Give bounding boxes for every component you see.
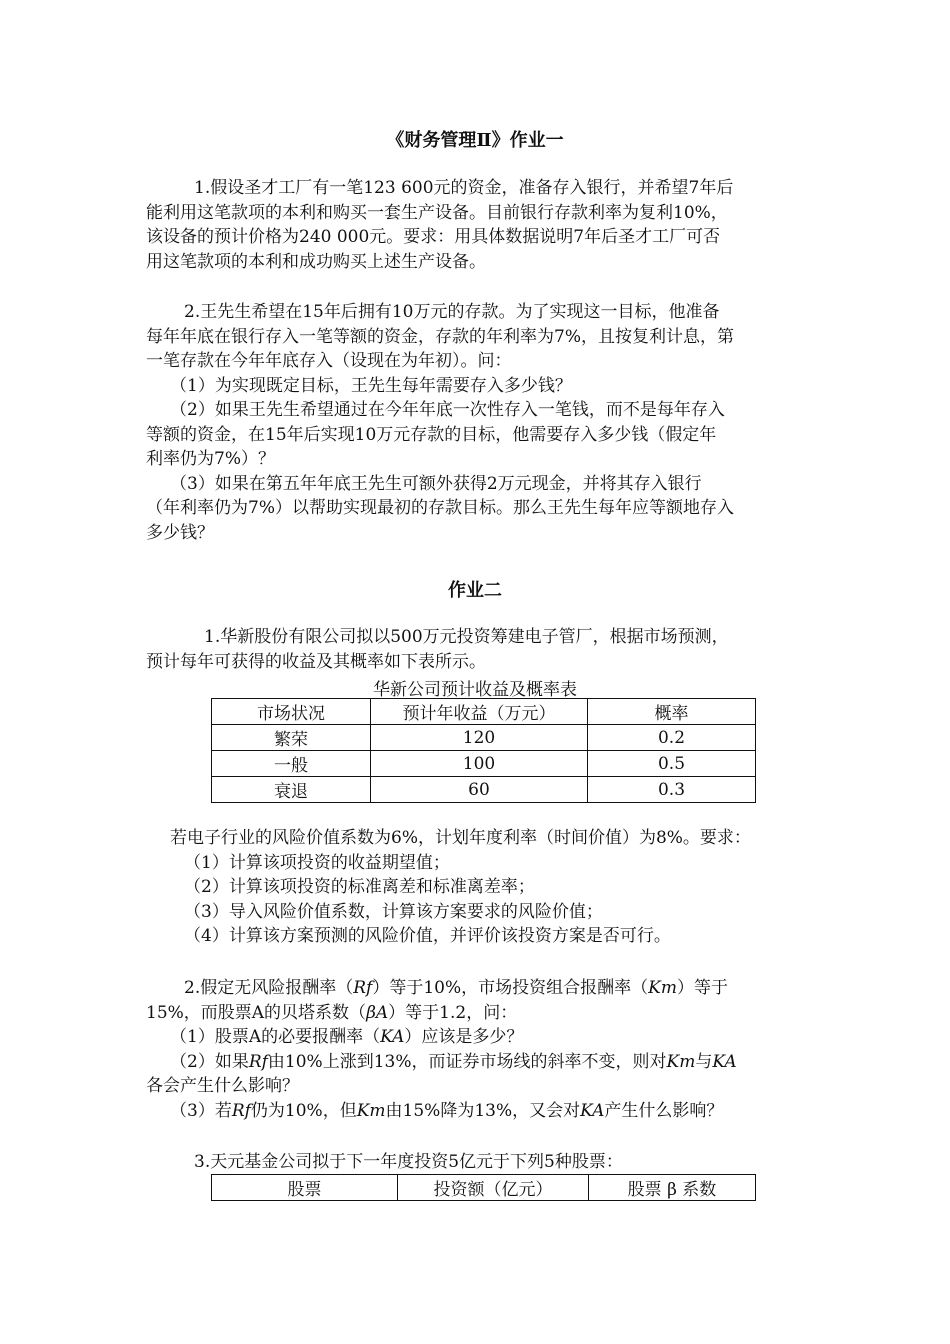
- table-caption: 华新公司预计收益及概率表: [373, 680, 577, 700]
- hw1-question-1: [146, 176, 816, 274]
- hw2-q2-line: 2.假定无风险报酬率（Rf）等于10%，市场投资组合报酬率（Km）等于: [184, 978, 728, 998]
- hw1-q2-line: 利率仍为7%）？: [146, 449, 275, 469]
- hw2-q2-line: （3）若Rf仍为10%，但Km由15%降为13%，又会对KA产生什么影响？: [170, 1100, 724, 1121]
- hw2-question-3-intro: [146, 1150, 816, 1175]
- table-cell: 0.3: [588, 777, 756, 803]
- table-header-cell: 股票: [212, 1175, 398, 1201]
- table-header-cell: 投资额（亿元）: [398, 1175, 589, 1201]
- table-row: [212, 725, 756, 751]
- hw1-q2-line: （2）如果王先生希望通过在今年年底一次性存入一笔钱，而不是每年存入: [170, 400, 725, 420]
- table-cell: 繁荣: [212, 725, 371, 751]
- hw2-question-1-intro: [146, 625, 816, 674]
- hw1-q2-line: （年利率仍为7%）以帮助实现最初的存款目标。那么王先生每年应等额地存入: [146, 498, 734, 518]
- assignment-one-title: 《财务管理Ⅱ》作业一: [386, 130, 564, 151]
- hw1-q2-line: （3）如果在第五年年底王先生可额外获得2万元现金，并将其存入银行: [170, 473, 702, 494]
- hw2-q1-req-line: （3）导入风险价值系数，计算该方案要求的风险价值；: [184, 901, 603, 922]
- table-row: [212, 751, 756, 777]
- table-cell: 衰退: [212, 777, 371, 803]
- table-row: [212, 777, 756, 803]
- table-header-row: [212, 1175, 756, 1201]
- hw1-q1-line: 用这笔款项的本利和成功购买上述生产设备。: [146, 251, 486, 272]
- hw2-q1-line: 1.华新股份有限公司拟以500万元投资筹建电子管厂，根据市场预测，: [204, 627, 729, 647]
- table-header-cell: 预计年收益（万元）: [371, 699, 588, 725]
- table-cell: 0.2: [588, 725, 756, 751]
- hw1-q2-line: 每年年底在银行存入一笔等额的资金，存款的年利率为7%，且按复利计息，第: [146, 326, 734, 347]
- hw1-question-2: [146, 300, 816, 545]
- table-cell: 100: [371, 751, 588, 777]
- hw2-q2-line: 各会产生什么影响？: [146, 1076, 299, 1096]
- hw2-q3-line: 3.天元基金公司拟于下一年度投资5亿元于下列5种股票：: [194, 1152, 623, 1172]
- hw2-q2-line: （2）如果Rf由10%上涨到13%，而证券市场线的斜率不变，则对Km与KA: [170, 1051, 737, 1072]
- table-cell: 60: [371, 777, 588, 803]
- hw2-q2-line: （1）股票A的必要报酬率（KA）应该是多少？: [170, 1027, 524, 1047]
- hw1-q1-line: 该设备的预计价格为240 000元。要求：用具体数据说明7年后圣才工厂可否: [146, 227, 721, 247]
- hw2-question-2: [146, 976, 816, 1123]
- hw1-q1-line: 能利用这笔款项的本利和购买一套生产设备。目前银行存款利率为复利10%，: [146, 202, 728, 223]
- table-header-cell: 市场状况: [212, 699, 371, 725]
- table-cell: 0.5: [588, 751, 756, 777]
- stock-investment-table: [211, 1174, 756, 1201]
- hw2-q1-req-line: （2）计算该项投资的标准离差和标准离差率；: [184, 877, 535, 897]
- hw2-q2-line: 15%，而股票A的贝塔系数（βA）等于1.2，问：: [146, 1002, 518, 1023]
- hw1-q2-line: （1）为实现既定目标，王先生每年需要存入多少钱？: [170, 375, 572, 396]
- assignment-two-title: 作业二: [448, 580, 502, 601]
- hw1-q2-line: 多少钱？: [146, 522, 214, 543]
- hw1-q2-line: 一笔存款在今年年底存入（设现在为年初）。问：: [146, 351, 512, 371]
- table-header-row: [212, 699, 756, 725]
- hw2-q1-line: 预计每年可获得的收益及其概率如下表所示。: [146, 651, 486, 672]
- table-cell: 一般: [212, 751, 371, 777]
- table-header-cell: 概率: [588, 699, 756, 725]
- table-cell: 120: [371, 725, 588, 751]
- table-header-cell: 股票 β 系数: [589, 1175, 756, 1201]
- hw1-q2-line: 等额的资金，在15年后实现10万元存款的目标，他需要存入多少钱（假定年: [146, 424, 717, 445]
- hw2-q1-req-line: （1）计算该项投资的收益期望值；: [184, 852, 450, 873]
- hw2-q1-req-line: （4）计算该方案预测的风险价值，并评价该投资方案是否可行。: [184, 926, 671, 946]
- hw2-q1-req-line: 若电子行业的风险价值系数为6%，计划年度利率（时间价值）为8%。要求：: [170, 828, 751, 848]
- hw1-q2-line: 2.王先生希望在15年后拥有10万元的存款。为了实现这一目标，他准备: [184, 302, 720, 322]
- hw1-q1-line: 1.假设圣才工厂有一笔123 600元的资金，准备存入银行，并希望7年后: [194, 178, 734, 198]
- hw2-question-1-requirements: [146, 826, 826, 949]
- income-probability-table: [211, 698, 756, 803]
